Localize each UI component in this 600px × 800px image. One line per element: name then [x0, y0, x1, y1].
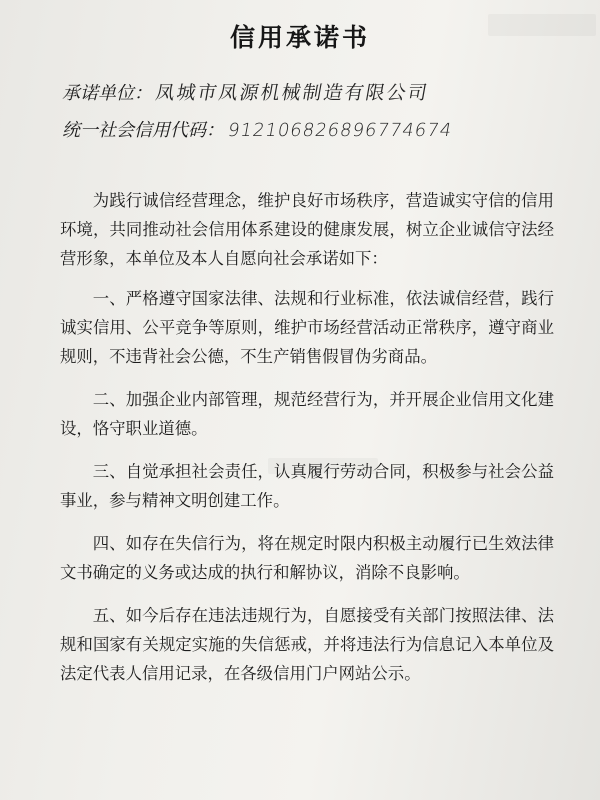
document-title: 信用承诺书 [229, 23, 370, 52]
intro-paragraph: 为践行诚信经营理念，维护良好市场秩序，营造诚实守信的信用环境，共同推动社会信用体系建设的健康发展，树立企业诚信守法经营形象，本单位及本人自愿向社会承诺如下： [60, 191, 554, 268]
credit-code-label: 统一社会信用代码： [62, 120, 224, 141]
commitment-item-4: 四、如存在失信行为，将在规定时限内积极主动履行已生效法律文书确定的义务或达成的执行和解协议，消除不良影响。 [60, 534, 554, 582]
credit-code-line [62, 116, 452, 142]
credit-code-handwritten-value: 912106826896774674 [226, 120, 454, 141]
commitment-item-2: 二、加强企业内部管理，规范经营行为，并开展企业信用文化建设，恪守职业道德。 [60, 390, 554, 438]
commitment-body [60, 186, 554, 702]
commitment-unit-label: 承诺单位： [62, 83, 152, 104]
commitment-item-3: 三、自觉承担社会责任，认真履行劳动合同，积极参与社会公益事业，参与精神文明创建工作。 [60, 462, 554, 510]
commitment-unit-line [62, 78, 429, 105]
commitment-item-5: 五、如今后存在违法违规行为，自愿接受有关部门按照法律、法规和国家有关规定实施的失信惩戒，并将违法行为信息记入本单位及法定代表人信用记录，在各级信用门户网站公示。 [60, 606, 554, 683]
commitment-unit-handwritten-value: 凤城市凤源机械制造有限公司 [153, 82, 431, 104]
commitment-item-1: 一、严格遵守国家法律、法规和行业标准，依法诚信经营，践行诚实信用、公平竞争等原则，维护市场经营活动正常秩序，遵守商业规则，不违背社会公德，不生产销售假冒伪劣商品。 [60, 289, 554, 366]
